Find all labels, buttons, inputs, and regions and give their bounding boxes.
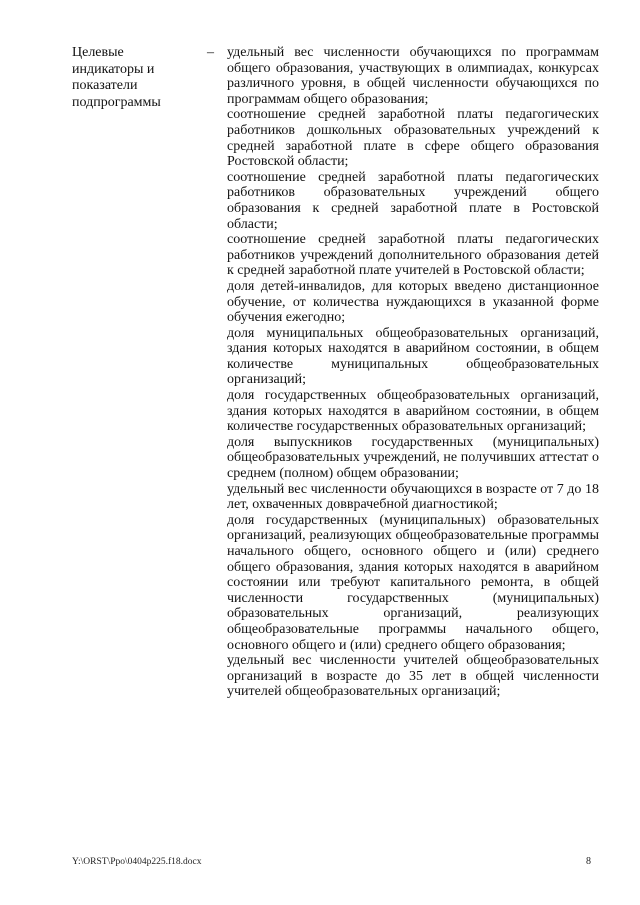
- footer-page-number: 8: [586, 856, 591, 867]
- list-dash: –: [207, 45, 214, 60]
- section-label-line: Целевые: [72, 45, 124, 60]
- section-label-line: индикаторы и: [72, 61, 155, 77]
- indicator-item: доля государственных (муниципальных) образовательных организаций, реализующих общеобразовательные программы начального общего, основного общего и (или) среднего общего образования, здания которых находятся в аварийном состоянии или требуют капитального ремонта, в общей численности государственных (муниципальных) образовательных организаций, реализующих общеобразовательные программы начального общего, основного общего и (или) среднего общего образования;: [227, 512, 599, 653]
- indicator-item: соотношение средней заработной платы педагогических работников образовательных учреждений общего образования к средней заработной плате в Ростовской области;: [227, 169, 599, 232]
- section-label-line: подпрограммы: [72, 94, 161, 110]
- indicator-item: соотношение средней заработной платы педагогических работников дошкольных образовательных учреждений к средней заработной плате в сфере общего образования Ростовской области;: [227, 107, 599, 170]
- section-label-line: показатели: [72, 78, 138, 93]
- indicator-item: доля выпускников государственных (муниципальных) общеобразовательных учреждений, не получивших аттестат о среднем (полном) общем образовании;: [227, 434, 599, 482]
- indicator-item: доля государственных общеобразовательных организаций, здания которых находятся в аварийном состоянии, в общем количестве государственных образовательных организаций;: [227, 388, 599, 435]
- indicator-item: доля муниципальных общеобразовательных организаций, здания которых находятся в аварийном состоянии, в общем количестве муниципальных общеобразовательных организаций;: [227, 325, 599, 388]
- indicator-item: удельный вес численности обучающихся по программам общего образования, участвующих в олимпиадах, конкурсах различного уровня, в общей численности обучающихся по программам общего образования;: [227, 45, 599, 107]
- footer-file-path: Y:\ORST\Ppo\0404p225.f18.docx: [72, 857, 202, 867]
- section-label: [72, 45, 192, 111]
- indicator-item: соотношение средней заработной платы педагогических работников учреждений дополнительного образования детей к средней заработной плате учителей в Ростовской области;: [227, 232, 599, 279]
- indicator-item: удельный вес численности обучающихся в возрасте от 7 до 18 лет, охваченных довврачебной диагностикой;: [227, 481, 599, 513]
- indicator-item: удельный вес численности учителей общеобразовательных организаций в возрасте до 35 лет в общей численности учителей общеобразовательных организаций;: [227, 653, 599, 700]
- indicator-item: доля детей-инвалидов, для которых введено дистанционное обучение, от количества нуждающихся в указанной форме обучения ежегодно;: [227, 278, 599, 326]
- indicator-list: [227, 45, 599, 700]
